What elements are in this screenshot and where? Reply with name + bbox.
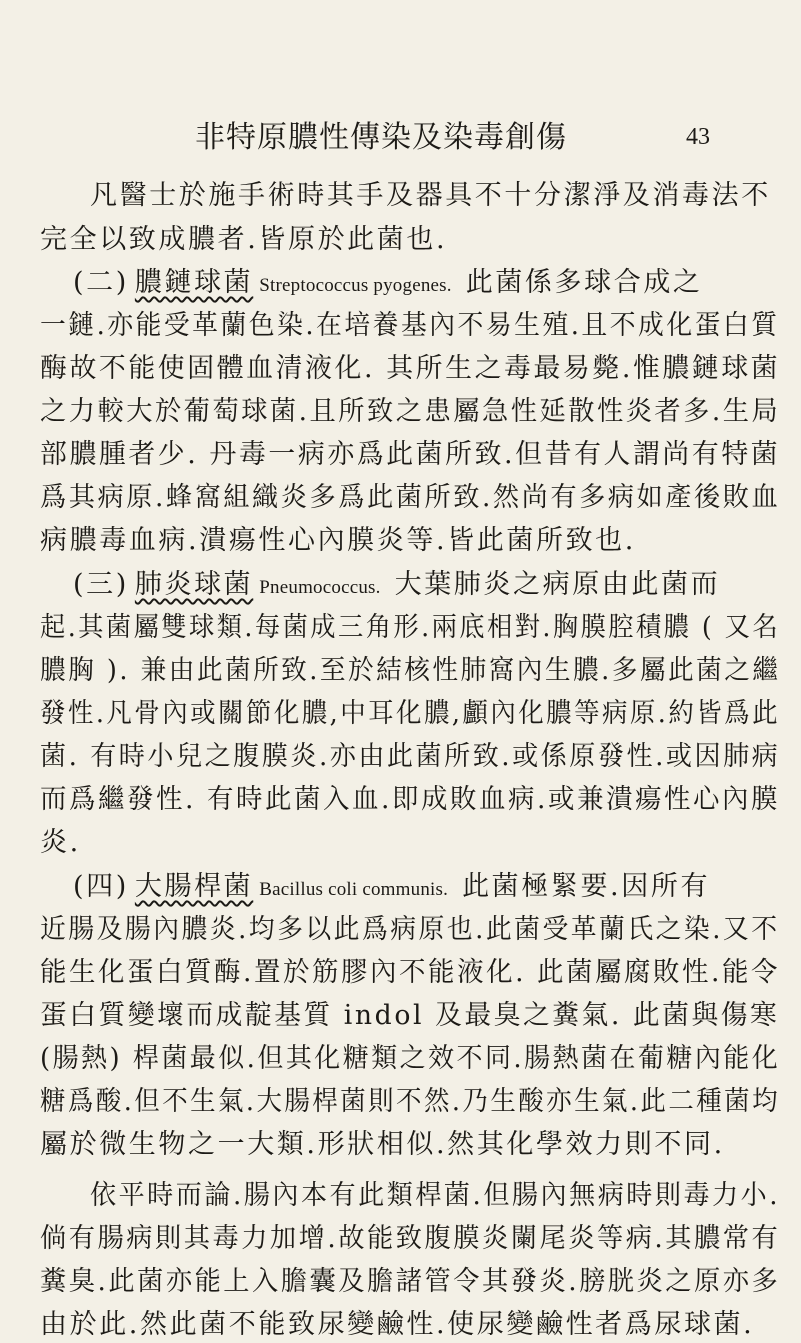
section-heading-pneumo [73, 567, 720, 603]
text-run: 此菌係多球合成之 [465, 267, 703, 298]
text-line: 部膿腫者少. 丹毒一病亦爲此菌所致.但昔有人謂尚有特菌 [40, 439, 781, 470]
organism-name-latin: Pneumococcus. [259, 577, 381, 598]
organism-name-zh: 肺炎球菌 [134, 569, 254, 600]
text-run: 大葉肺炎之病原由此菌而 [394, 569, 721, 600]
organism-name-latin: Streptococcus pyogenes. [259, 275, 452, 296]
section-number: (二) [73, 267, 129, 298]
organism-name-zh: 大腸桿菌 [134, 871, 254, 902]
text-line: 發性.凡骨內或關節化膿,中耳化膿,顱內化膿等病原.約皆爲此 [40, 698, 781, 729]
organism-name-latin: Bacillus coli communis. [259, 879, 449, 900]
text-line: 完全以致成膿者.皆原於此菌也. [40, 224, 448, 255]
text-line: 一鏈.亦能受革蘭色染.在培養基內不易生殖.且不成化蛋白質 [40, 310, 780, 341]
text-line: 起.其菌屬雙球類.每菌成三角形.兩底相對.胸膜腔積膿 ( 又名 [40, 612, 781, 643]
text-line: 依平時而論.腸內本有此類桿菌.但腸內無病時則毒力小. [90, 1180, 781, 1211]
text-line: 近腸及腸內膿炎.均多以此爲病原也.此菌受革蘭氏之染.又不 [40, 914, 780, 945]
text-line: 糞臭.此菌亦能上入膽囊及膽諸管令其發炎.膀胱炎之原亦多 [40, 1266, 781, 1297]
organism-name-zh: 膿鏈球菌 [134, 267, 254, 298]
text-line: 糖爲酸.但不生氣.大腸桿菌則不然.乃生酸亦生氣.此二種菌均 [40, 1086, 781, 1117]
text-line: 病膿毒血病.潰瘍性心內膜炎等.皆此菌所致也. [40, 525, 636, 556]
section-heading-strep [73, 265, 703, 301]
text-run: 此菌極緊要.因所有 [462, 871, 711, 902]
text-line: (腸熱) 桿菌最似.但其化糖類之效不同.腸熱菌在葡糖內能化 [40, 1043, 781, 1074]
text-line: 凡醫士於施手術時其手及器具不十分潔淨及消毒法不 [90, 180, 771, 211]
text-line: 能生化蛋白質酶.置於筋膠內不能液化. 此菌屬腐敗性.能令 [40, 957, 781, 988]
section-heading-coli [73, 869, 710, 905]
text-line: 之力較大於葡萄球菌.且所致之患屬急性延散性炎者多.生局 [40, 396, 781, 427]
text-line: 倘有腸病則其毒力加增.故能致腹膜炎闌尾炎等病.其膿常有 [40, 1223, 781, 1254]
text-line: 酶故不能使固體血清液化. 其所生之毒最易斃.惟膿鏈球菌 [40, 353, 781, 384]
text-line: 菌. 有時小兒之腹膜炎.亦由此菌所致.或係原發性.或因肺病 [40, 741, 781, 772]
text-line: 爲其病原.蜂窩組織炎多爲此菌所致.然尚有多病如產後敗血 [40, 482, 781, 513]
text-line: 膿胸 ). 兼由此菌所致.至於結核性肺窩內生膿.多屬此菌之繼 [40, 655, 781, 686]
section-number: (四) [73, 871, 129, 902]
text-line: 而爲繼發性. 有時此菌入血.即成敗血病.或兼潰瘍性心內膜 [40, 784, 781, 815]
text-line: 屬於微生物之一大類.形狀相似.然其化學效力則不同. [40, 1129, 725, 1160]
section-number: (三) [73, 569, 129, 600]
running-head-title: 非特原膿性傳染及染毒創傷 [195, 120, 567, 155]
text-line: 炎. [40, 827, 81, 858]
text-line: 蛋白質變壞而成靛基質 indol 及最臭之糞氣. 此菌與傷寒 [40, 1000, 780, 1031]
page-number: 43 [686, 124, 710, 150]
text-line: 由於此.然此菌不能致尿變鹼性.使尿變鹼性者爲尿球菌. [40, 1309, 755, 1340]
